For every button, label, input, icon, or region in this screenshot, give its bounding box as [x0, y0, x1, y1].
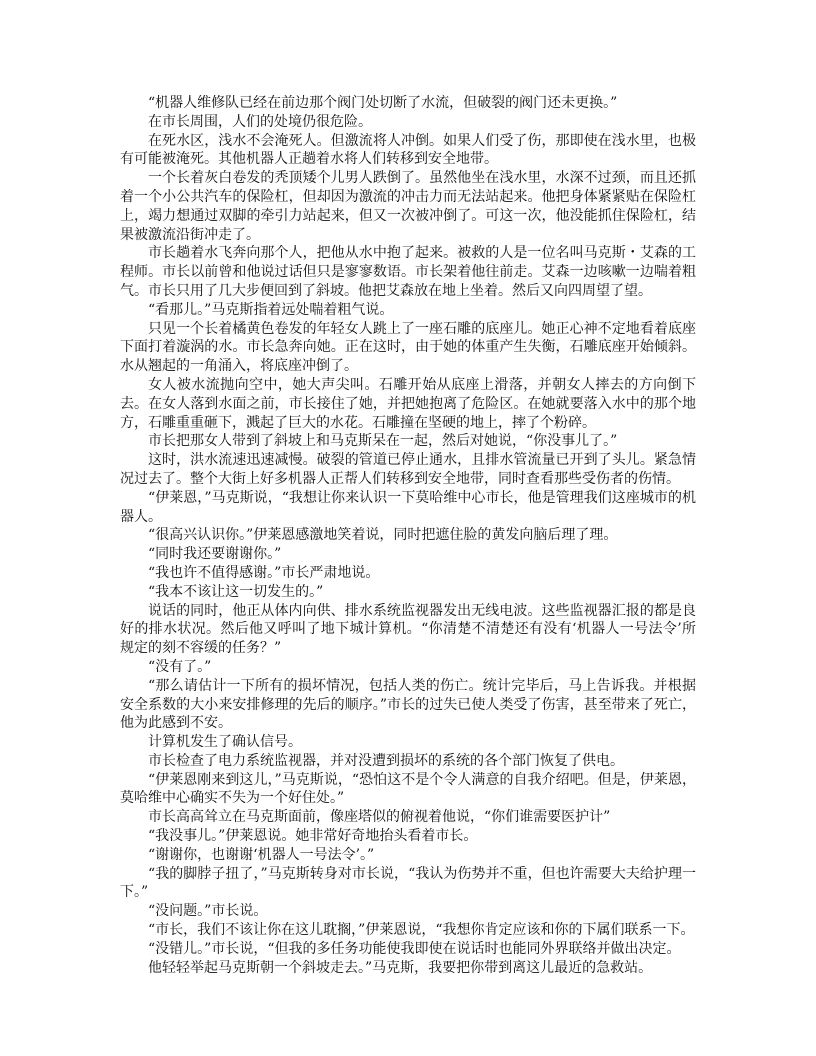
paragraph: 市长检查了电力系统监视器，并对没遭到损坏的系统的各个部门恢复了供电。 [148, 752, 624, 769]
paragraph: “伊莱恩，”马克斯说，“我想让你来认识一下莫哈维中心市长，他是管理我们这座城市的机器人。 [120, 489, 696, 525]
paragraph: “我的脚脖子扭了，”马克斯转身对市长说，“我认为伤势并不重，但也许需要大夫给护理一下。” [120, 865, 696, 901]
paragraph: “伊莱恩刚来到这儿，”马克斯说，“恐怕这不是个令人满意的自我介绍吧。但是，伊莱恩，莫哈维中心确实不失为一个好住处。” [120, 771, 696, 807]
paragraph: “没问题。”市长说。 [148, 903, 268, 920]
paragraph: “没错儿。”市长说，“但我的多任务功能使我即使在说话时也能同外界联络并做出决定。 [148, 940, 681, 957]
paragraph: 他轻轻举起马克斯朝一个斜坡走去。”马克斯，我要把你带到离这儿最近的急救站。 [148, 959, 653, 976]
paragraph: 计算机发生了确认信号。 [148, 734, 302, 751]
paragraph: 在死水区，浅水不会淹死人。但激流将人冲倒。如果人们受了伤，那即使在浅水里，也极有可能被淹死。其他机器人正趟着水将人们转移到安全地带。 [120, 132, 696, 168]
paragraph: “那么请估计一下所有的损坏情况，包括人类的伤亡。统计完毕后，马上告诉我。并根据安全系数的大小来安排修理的先后的顺序。”市长的过失已使人类受了伤害，甚至带来了死亡，他为此感到不安。 [120, 677, 696, 732]
paragraph: 市长趟着水飞奔向那个人，把他从水中抱了起来。被救的人是一位名叫马克斯・艾森的工程师。市长以前曾和他说过话但只是寥寥数语。市长架着他往前走。艾森一边咳嗽一边喘着粗气。市长只用了几大步便回到了斜坡。他把艾森放在地上坐着。然后又向四周望了望。 [120, 245, 696, 299]
paragraph: “没有了。” [148, 658, 212, 675]
paragraph: “看那儿。”马克斯指着远处喘着粗气说。 [148, 301, 394, 318]
paragraph: 市长把那女人带到了斜坡上和马克斯呆在一起，然后对她说，“你没事儿了。” [148, 433, 618, 450]
paragraph: 一个长着灰白卷发的秃顶矮个儿男人跌倒了。虽然他坐在浅水里，水深不过颈，而且还抓着一个小公共汽车的保险杠，但却因为激流的冲击力而无法站起来。他把身体紧紧贴在保险杠上，竭力想通过双脚的牵引力站起来，但又一次被冲倒了。可这一次，他没能抓住保险杠，结果被激流沿街冲走了。 [120, 170, 696, 243]
paragraph: 女人被水流抛向空中，她大声尖叫。石雕开始从底座上滑落，并朝女人摔去的方向倒下去。在女人落到水面之前，市长接住了她，并把她抱离了危险区。在她就要落入水中的那个地方，石雕重重砸下，溅起了巨大的水花。石雕撞在坚硬的地上，摔了个粉碎。 [120, 376, 696, 431]
paragraph: “很高兴认识你。”伊莱恩感激地笑着说，同时把遮住脸的黄发向脑后理了理。 [148, 527, 618, 544]
paragraph: 说话的同时，他正从体内向供、排水系统监视器发出无线电波。这些监视器汇报的都是良好的排水状况。然后他又呼叫了地下城计算机。“你清楚不清楚还有没有‘机器人一号法令’所规定的刻不容缓的任务？” [120, 602, 696, 657]
paragraph: 在市长周围，人们的处境仍很危险。 [148, 113, 372, 130]
paragraph: “我也许不值得感谢。”市长严肃地说。 [148, 564, 380, 581]
paragraph: 这时，洪水流速迅速减慢。破裂的管道已停止通水，且排水管流量已开到了头儿。紧急情况过去了。整个大街上好多机器人正帮人们转移到安全地带，同时查看那些受伤者的伤情。 [120, 452, 696, 487]
paragraph: “我本不该让这一切发生的。” [148, 583, 324, 600]
paragraph: 市长高高耸立在马克斯面前，像座塔似的俯视着他说，“你们谁需要医护计” [148, 809, 611, 826]
story-text [120, 94, 696, 977]
paragraph: “我没事儿。”伊莱恩说。她非常好奇地抬头看着市长。 [148, 828, 478, 845]
paragraph: “市长，我们不该让你在这儿耽搁，”伊莱恩说，“我想你肯定应该和你的下属们联系一下。 [148, 922, 695, 939]
paragraph: “同时我还要谢谢你。” [148, 546, 282, 563]
paragraph: 只见一个长着橘黄色卷发的年轻女人跳上了一座石雕的底座儿。她正心神不定地看着底座下面打着漩涡的水。市长急奔向她。正在这时，由于她的体重产生失衡，石雕底座开始倾斜。水从翘起的一角涌入，将底座冲倒了。 [120, 320, 696, 375]
paragraph: “机器人维修队已经在前边那个阀门处切断了水流，但破裂的阀门还未更换。” [148, 95, 618, 111]
paragraph: “谢谢你，也谢谢‘机器人一号法令’。” [148, 846, 375, 863]
